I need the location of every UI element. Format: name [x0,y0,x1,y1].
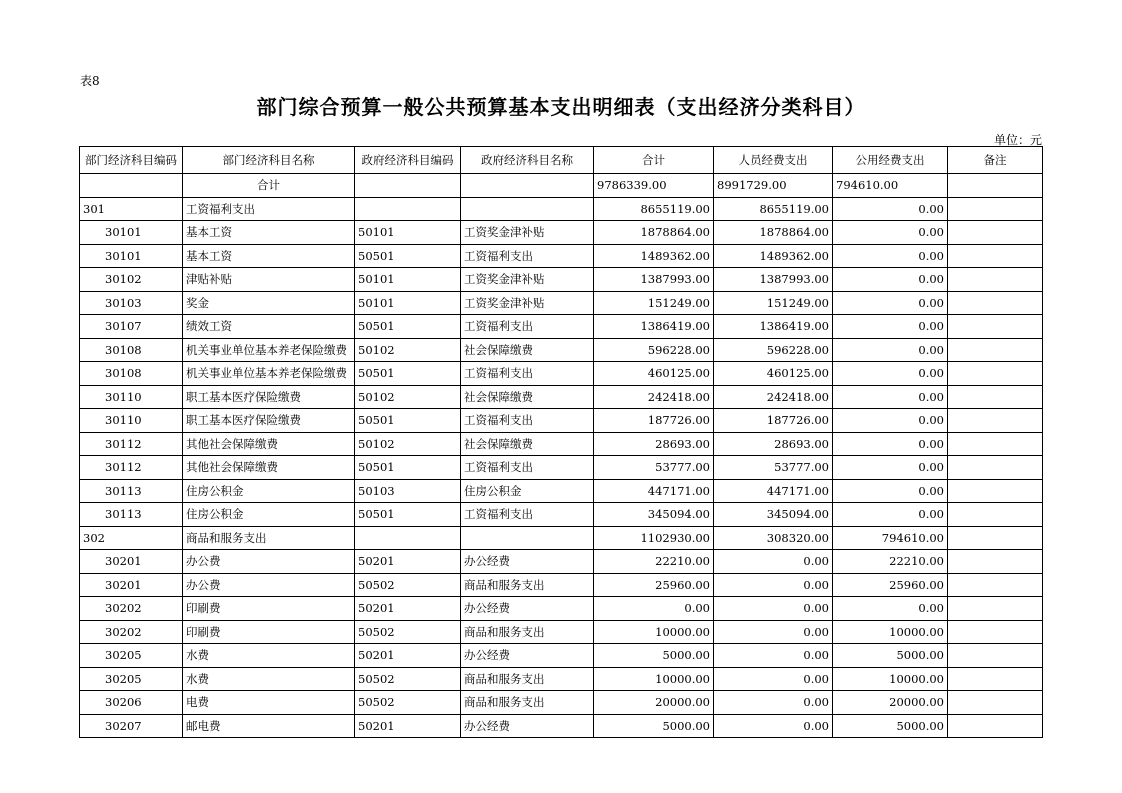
cell-gov-code: 50201 [355,597,461,621]
cell-total: 1489362.00 [594,244,714,268]
cell-gov-name [461,197,594,221]
cell-gov-code: 50501 [355,503,461,527]
col-header-dept-code: 部门经济科目编码 [80,147,183,174]
cell-total: 1386419.00 [594,315,714,339]
total-sum: 9786339.00 [594,174,714,198]
cell-dept-code: 30112 [80,456,183,480]
cell-gov-code [355,197,461,221]
cell-dept-name: 绩效工资 [183,315,355,339]
cell-personnel: 1878864.00 [714,221,833,245]
cell-dept-code: 30107 [80,315,183,339]
cell-personnel: 151249.00 [714,291,833,315]
cell-dept-name: 基本工资 [183,221,355,245]
cell-note [948,291,1043,315]
total-label: 合计 [183,174,355,198]
cell-personnel: 0.00 [714,597,833,621]
cell-public: 0.00 [833,197,948,221]
col-header-public: 公用经费支出 [833,147,948,174]
cell-gov-code: 50101 [355,291,461,315]
cell-personnel: 242418.00 [714,385,833,409]
cell-total: 28693.00 [594,432,714,456]
table-row [80,268,1043,292]
cell-personnel: 460125.00 [714,362,833,386]
cell-public: 0.00 [833,503,948,527]
cell-personnel: 0.00 [714,550,833,574]
cell-note [948,268,1043,292]
col-header-note: 备注 [948,147,1043,174]
cell-gov-code: 50103 [355,479,461,503]
total-public: 794610.00 [833,174,948,198]
cell-dept-name: 其他社会保障缴费 [183,456,355,480]
cell-gov-code: 50201 [355,550,461,574]
cell-note [948,315,1043,339]
cell-personnel: 28693.00 [714,432,833,456]
total-dept-code [80,174,183,198]
cell-total: 1387993.00 [594,268,714,292]
table-row [80,667,1043,691]
cell-personnel: 0.00 [714,714,833,738]
cell-dept-name: 商品和服务支出 [183,526,355,550]
cell-public: 0.00 [833,479,948,503]
cell-public: 0.00 [833,385,948,409]
table-row [80,409,1043,433]
unit-label: 单位：元 [993,133,1042,147]
cell-total: 596228.00 [594,338,714,362]
table-row [80,456,1043,480]
cell-total: 5000.00 [594,714,714,738]
col-header-gov-code: 政府经济科目编码 [355,147,461,174]
cell-note [948,667,1043,691]
cell-dept-code: 30201 [80,573,183,597]
cell-gov-name: 工资福利支出 [461,362,594,386]
cell-note [948,573,1043,597]
cell-public: 0.00 [833,221,948,245]
cell-note [948,550,1043,574]
cell-dept-name: 工资福利支出 [183,197,355,221]
col-header-dept-name: 部门经济科目名称 [183,147,355,174]
cell-public: 10000.00 [833,620,948,644]
cell-gov-code: 50502 [355,573,461,597]
cell-total: 1102930.00 [594,526,714,550]
cell-note [948,644,1043,668]
cell-public: 5000.00 [833,644,948,668]
header-row [80,147,1043,174]
cell-public: 20000.00 [833,691,948,715]
cell-personnel: 53777.00 [714,456,833,480]
cell-gov-name: 工资福利支出 [461,409,594,433]
cell-gov-code: 50101 [355,268,461,292]
cell-dept-name: 住房公积金 [183,479,355,503]
cell-gov-name: 商品和服务支出 [461,691,594,715]
cell-note [948,479,1043,503]
cell-personnel: 308320.00 [714,526,833,550]
cell-note [948,385,1043,409]
cell-note [948,362,1043,386]
cell-gov-name: 商品和服务支出 [461,620,594,644]
cell-gov-name [461,526,594,550]
total-row [80,174,1043,198]
cell-dept-code: 30103 [80,291,183,315]
cell-public: 0.00 [833,268,948,292]
cell-dept-code: 30206 [80,691,183,715]
cell-dept-name: 办公费 [183,573,355,597]
table-row [80,338,1043,362]
cell-dept-code: 30101 [80,244,183,268]
cell-note [948,221,1043,245]
cell-dept-name: 印刷费 [183,597,355,621]
table-row [80,315,1043,339]
cell-gov-name: 工资福利支出 [461,503,594,527]
cell-note [948,456,1043,480]
cell-personnel: 0.00 [714,573,833,597]
table-row [80,385,1043,409]
page-title: 部门综合预算一般公共预算基本支出明细表（支出经济分类科目） [256,95,866,119]
cell-personnel: 0.00 [714,644,833,668]
cell-total: 187726.00 [594,409,714,433]
cell-dept-name: 印刷费 [183,620,355,644]
cell-gov-code: 50502 [355,691,461,715]
cell-gov-code: 50501 [355,315,461,339]
cell-personnel: 1489362.00 [714,244,833,268]
table-row [80,432,1043,456]
cell-gov-name: 办公经费 [461,714,594,738]
cell-gov-name: 工资福利支出 [461,315,594,339]
cell-gov-code: 50501 [355,362,461,386]
cell-gov-name: 住房公积金 [461,479,594,503]
cell-gov-name: 社会保障缴费 [461,432,594,456]
cell-total: 10000.00 [594,667,714,691]
cell-public: 22210.00 [833,550,948,574]
col-header-gov-name: 政府经济科目名称 [461,147,594,174]
cell-dept-name: 奖金 [183,291,355,315]
cell-dept-code: 30110 [80,409,183,433]
cell-total: 460125.00 [594,362,714,386]
table-row [80,526,1043,550]
cell-gov-code: 50201 [355,714,461,738]
cell-dept-code: 30113 [80,503,183,527]
cell-total: 22210.00 [594,550,714,574]
total-personnel: 8991729.00 [714,174,833,198]
table-row [80,714,1043,738]
cell-dept-name: 基本工资 [183,244,355,268]
cell-personnel: 0.00 [714,691,833,715]
total-gov-code [355,174,461,198]
cell-gov-name: 工资奖金津补贴 [461,291,594,315]
cell-gov-code: 50102 [355,385,461,409]
cell-gov-name: 工资福利支出 [461,456,594,480]
cell-total: 1878864.00 [594,221,714,245]
cell-gov-name: 办公经费 [461,644,594,668]
col-header-total: 合计 [594,147,714,174]
table-row [80,597,1043,621]
cell-total: 8655119.00 [594,197,714,221]
cell-gov-name: 社会保障缴费 [461,385,594,409]
cell-dept-name: 水费 [183,667,355,691]
cell-note [948,197,1043,221]
cell-total: 151249.00 [594,291,714,315]
cell-dept-name: 津贴补贴 [183,268,355,292]
cell-note [948,409,1043,433]
cell-personnel: 345094.00 [714,503,833,527]
cell-personnel: 447171.00 [714,479,833,503]
cell-gov-code [355,526,461,550]
cell-dept-code: 30207 [80,714,183,738]
cell-personnel: 8655119.00 [714,197,833,221]
cell-personnel: 596228.00 [714,338,833,362]
cell-note [948,244,1043,268]
cell-gov-name: 工资奖金津补贴 [461,221,594,245]
cell-gov-code: 50101 [355,221,461,245]
cell-total: 0.00 [594,597,714,621]
table-row [80,550,1043,574]
cell-gov-name: 工资奖金津补贴 [461,268,594,292]
cell-public: 0.00 [833,291,948,315]
cell-dept-name: 机关事业单位基本养老保险缴费 [183,338,355,362]
cell-total: 20000.00 [594,691,714,715]
cell-total: 25960.00 [594,573,714,597]
cell-public: 0.00 [833,338,948,362]
cell-dept-name: 住房公积金 [183,503,355,527]
total-note [948,174,1043,198]
cell-note [948,526,1043,550]
cell-public: 25960.00 [833,573,948,597]
cell-public: 0.00 [833,315,948,339]
budget-detail-table [79,146,1043,738]
cell-personnel: 0.00 [714,667,833,691]
cell-total: 242418.00 [594,385,714,409]
table-row [80,291,1043,315]
cell-dept-code: 30205 [80,667,183,691]
table-row [80,479,1043,503]
cell-note [948,714,1043,738]
cell-gov-code: 50502 [355,620,461,644]
cell-note [948,432,1043,456]
cell-gov-name: 工资福利支出 [461,244,594,268]
cell-note [948,597,1043,621]
cell-public: 0.00 [833,409,948,433]
cell-personnel: 187726.00 [714,409,833,433]
cell-public: 0.00 [833,597,948,621]
cell-dept-code: 30113 [80,479,183,503]
cell-total: 345094.00 [594,503,714,527]
cell-gov-code: 50501 [355,456,461,480]
cell-dept-code: 30108 [80,338,183,362]
table-row [80,221,1043,245]
cell-total: 5000.00 [594,644,714,668]
cell-dept-code: 30101 [80,221,183,245]
cell-dept-code: 30108 [80,362,183,386]
cell-dept-name: 电费 [183,691,355,715]
cell-public: 0.00 [833,456,948,480]
cell-personnel: 1386419.00 [714,315,833,339]
table-row [80,644,1043,668]
cell-dept-name: 职工基本医疗保险缴费 [183,409,355,433]
cell-personnel: 1387993.00 [714,268,833,292]
cell-dept-code: 30112 [80,432,183,456]
cell-public: 5000.00 [833,714,948,738]
cell-dept-name: 机关事业单位基本养老保险缴费 [183,362,355,386]
table-row [80,197,1043,221]
cell-gov-code: 50501 [355,409,461,433]
cell-dept-name: 职工基本医疗保险缴费 [183,385,355,409]
cell-gov-name: 办公经费 [461,550,594,574]
table-row [80,503,1043,527]
cell-note [948,620,1043,644]
cell-total: 10000.00 [594,620,714,644]
cell-dept-code: 30110 [80,385,183,409]
cell-dept-name: 邮电费 [183,714,355,738]
cell-dept-code: 302 [80,526,183,550]
table-number-label: 表8 [80,74,100,88]
cell-gov-name: 商品和服务支出 [461,667,594,691]
cell-gov-code: 50502 [355,667,461,691]
cell-gov-code: 50102 [355,432,461,456]
cell-gov-name: 办公经费 [461,597,594,621]
col-header-personnel: 人员经费支出 [714,147,833,174]
cell-gov-code: 50501 [355,244,461,268]
table-row [80,691,1043,715]
cell-note [948,503,1043,527]
cell-gov-name: 社会保障缴费 [461,338,594,362]
cell-dept-name: 水费 [183,644,355,668]
cell-personnel: 0.00 [714,620,833,644]
cell-dept-name: 办公费 [183,550,355,574]
cell-total: 447171.00 [594,479,714,503]
cell-public: 0.00 [833,362,948,386]
cell-dept-code: 30205 [80,644,183,668]
cell-dept-name: 其他社会保障缴费 [183,432,355,456]
table-row [80,573,1043,597]
cell-note [948,691,1043,715]
cell-total: 53777.00 [594,456,714,480]
cell-public: 794610.00 [833,526,948,550]
cell-dept-code: 30202 [80,620,183,644]
cell-dept-code: 30202 [80,597,183,621]
cell-dept-code: 30201 [80,550,183,574]
table-row [80,244,1043,268]
table-row [80,620,1043,644]
cell-public: 10000.00 [833,667,948,691]
cell-note [948,338,1043,362]
total-gov-name [461,174,594,198]
cell-dept-code: 301 [80,197,183,221]
cell-gov-code: 50102 [355,338,461,362]
cell-public: 0.00 [833,244,948,268]
cell-gov-name: 商品和服务支出 [461,573,594,597]
cell-public: 0.00 [833,432,948,456]
cell-gov-code: 50201 [355,644,461,668]
cell-dept-code: 30102 [80,268,183,292]
table-row [80,362,1043,386]
